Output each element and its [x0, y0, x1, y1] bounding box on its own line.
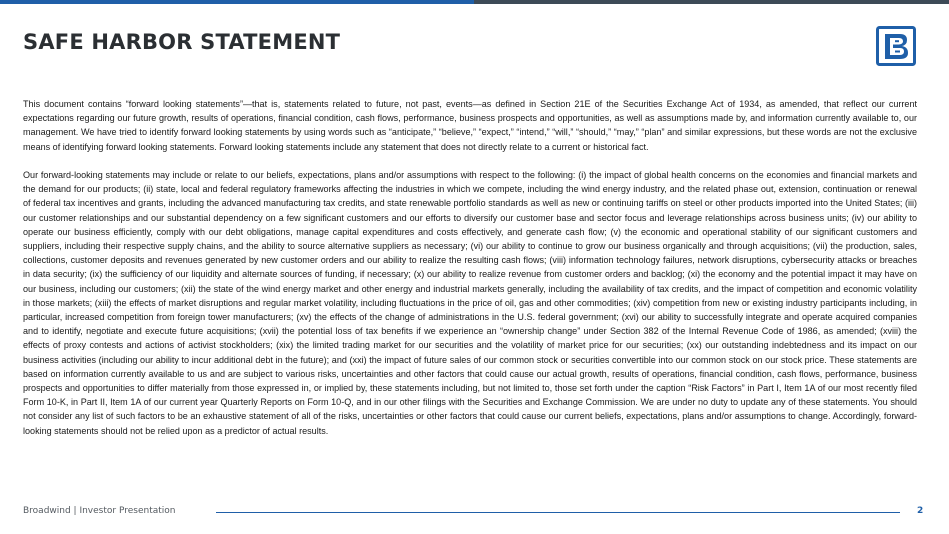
- footer-divider: [216, 512, 900, 513]
- top-accent-bar-dark: [474, 0, 949, 4]
- broadwind-logo-icon: [876, 26, 916, 66]
- top-accent-bar-blue: [0, 0, 474, 4]
- footer-label: Broadwind | Investor Presentation: [23, 506, 176, 516]
- page-number: 2: [917, 506, 924, 516]
- page-title: SAFE HARBOR STATEMENT: [23, 30, 341, 54]
- safe-harbor-body: [23, 97, 917, 452]
- risk-factors-paragraph: Our forward-looking statements may include or relate to our beliefs, expectations, plans and/or assumptions with respect to the following: (i) the impact of global health concerns on the economies and financial markets and the demand for our products; (ii) state, local and federal regulatory frameworks affecting the industries in which we compete, including the wind energy industry, and the related phase out, extension, continuation or renewal of federal tax incentives and grants, including the advanced manufacturing tax credits, and state renewable portfolio standards as well as new or continuing tariffs on steel or other products imported into the United States; (iii) our customer relationships and our substantial dependency on a few significant customers and our efforts to diversify our customer base and sector focus and leverage relationships across business units; (iv) our ability to operate our business efficiently, comply with our debt obligations, manage capital expenditures and costs effectively, and generate cash flow; (v) the economic and operational stability of our significant customers and suppliers, including their respective supply chains, and the ability to source alternative suppliers as necessary; (vi) our ability to continue to grow our business organically and through acquisitions; (vii) the production, sales, collections, customer deposits and revenues generated by new customer orders and our ability to realize the resulting cash flows; (viii) information technology failures, network disruptions, cybersecurity attacks or breaches in data security; (ix) the sufficiency of our liquidity and alternate sources of funding, if necessary; (x) our ability to realize revenue from customer orders and backlog; (xi) the economy and the potential impact it may have on our business, including our customers; (xii) the state of the wind energy market and other energy and industrial markets generally, including the availability of tax credits, and the impact of competition and economic volatility in those markets; (xiii) the effects of market disruptions and regular market volatility, including fluctuations in the price of oil, gas and other commodities; (xiv) competition from new or existing industry participants including, in particular, increased competition from foreign tower manufacturers; (xv) the effects of the change of administrations in the U.S. federal government; (xvi) our ability to successfully integrate and operate acquired companies and to identify, negotiate and execute future acquisitions; (xvii) the potential loss of tax benefits if we experience an “ownership change” under Section 382 of the Internal Revenue Code of 1986, as amended; (xviii) the effects of proxy contests and actions of activist stockholders; (xix) the limited trading market for our securities and the volatility of market price for our securities; (xx) our outstanding indebtedness and its impact on our business activities (including our ability to incur additional debt in the future); and (xxi) the impact of future sales of our common stock or securities convertible into our common stock on our stock price. These statements are based on information currently available to us and are subject to various risks, uncertainties and other factors that could cause our actual growth, results of operations, financial condition, cash flows, performance, business prospects and opportunities to differ materially from those expressed in, or implied by, these statements including, but not limited to, those set forth under the caption “Risk Factors” in Part I, Item 1A of our most recently filed Form 10-K, in Part II, Item 1A of our current year Quarterly Reports on Form 10-Q, and in our other filings with the Securities and Exchange Commission. We are under no duty to update any of these statements. You should not consider any list of such factors to be an exhaustive statement of all of the risks, uncertainties or other factors that could cause our current beliefs, expectations, plans and/or assumptions to change. Accordingly, forward-looking statements should not be relied upon as a predictor of actual results.: [23, 170, 917, 436]
- intro-paragraph: This document contains “forward looking statements”—that is, statements related to future, not past, events—as defined in Section 21E of the Securities Exchange Act of 1934, as amended, that reflect our current expectations regarding our future growth, results of operations, financial condition, cash flows, performance, business prospects and opportunities, as well as assumptions made by, and information currently available to, our management. We have tried to identify forward looking statements by using words such as “anticipate,” “believe,” “expect,” “intend,” “will,” “should,” “may,” “plan” and similar expressions, but these words are not the exclusive means of identifying forward looking statements. Forward looking statements include any statement that does not directly relate to a current or historical fact.: [23, 99, 917, 152]
